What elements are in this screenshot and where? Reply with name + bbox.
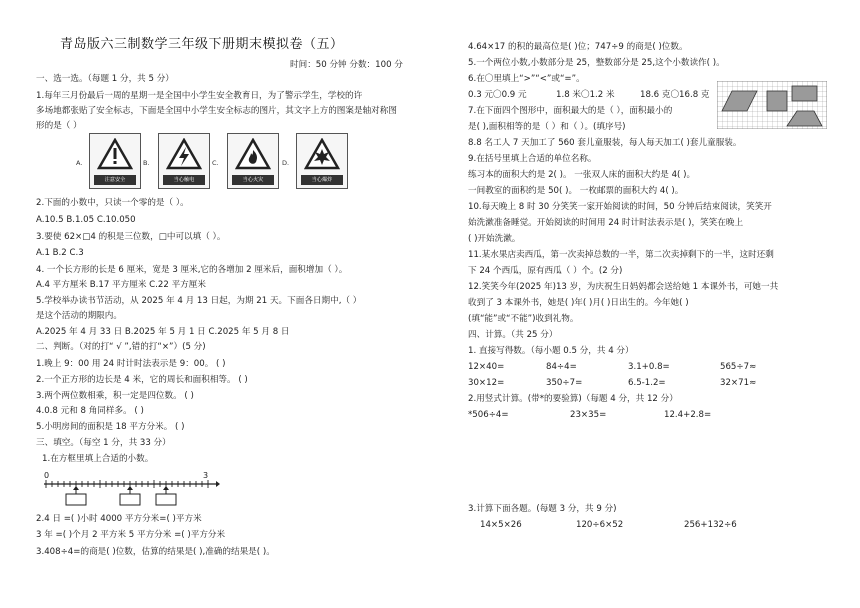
q3-options: A.1 B.2 C.3 [36, 248, 84, 258]
oral-calc-3: 3.1+0.8= [628, 362, 670, 372]
q3: 3.要使 62×□4 的积是三位数，□中可以填（ ）。 [36, 232, 226, 242]
sign-c-letter: C. [212, 159, 219, 167]
oral-calc-4: 565÷7≈ [720, 362, 757, 372]
compare-item-2: 1.8 米〇1.2 米 [556, 90, 615, 100]
fill-q12-line2: 收到了 3 本课外书，她是( )年( )月( )日出生的。今年她( ) [468, 298, 689, 308]
fill-q7-line2: 是( ),面积相等的是（ ）和（ ）。(填序号) [468, 122, 626, 132]
fill-q10-line1: 10.每天晚上 8 时 30 分笑笑一家开始阅读的时间，50 分钟后结束阅读，笑笑开 [468, 202, 772, 212]
q5-line2: 是这个活动的期限内。 [36, 311, 122, 321]
q2-options: A.10.5 B.1.05 C.10.050 [36, 215, 136, 225]
numline-start-label: 0 [44, 471, 50, 480]
sign-explosion-caption: 当心爆炸 [301, 175, 343, 185]
explosion-icon [304, 138, 340, 170]
fill-q6: 6.在〇里填上“>”“<”或“=”。 [468, 74, 585, 84]
page-title: 青岛版六三制数学三年级下册期末模拟卷（五） [60, 37, 344, 52]
sign-explosion [296, 133, 348, 189]
fill-q8: 8.8 名工人 7 天加工了 560 套儿童服装，每人每天加工( )套儿童服装。 [468, 138, 742, 148]
numline-answer-box-1[interactable] [66, 486, 86, 505]
section1-heading: 一、选一选。（每题 1 分，共 5 分） [36, 74, 174, 84]
mixed-calc-2: 120÷6×52 [576, 520, 624, 530]
sign-a-letter: A. [76, 159, 83, 167]
section4-heading: 四、计算。（共 25 分） [468, 330, 558, 340]
fill-q10-line2: 始洗漱准备睡觉。开始阅读的时间用 24 时计时法表示是( )，笑笑在晚上 [468, 218, 744, 228]
calc-p1-heading: 1. 直接写得数。（每小题 0.5 分，共 4 分） [468, 346, 634, 356]
section3-heading: 三、填空。（每空 1 分，共 33 分） [36, 438, 171, 448]
judge-item-3: 3.两个两位数相乘，积一定是四位数。 ( ) [36, 391, 194, 401]
judge-item-5: 5.小明房间的面积是 18 平方分米。 ( ) [36, 422, 185, 432]
q5-options: A.2025 年 4 月 33 日 B.2025 年 5 月 1 日 C.2025 年 5 月 8 日 [36, 327, 290, 337]
fill-q2-line2: 3 年 =( )个月 2 平方米 5 平方分米 =( )平方分米 [36, 530, 226, 540]
fill-q10-line3: ( )开始洗漱。 [468, 234, 521, 244]
sign-b-letter: B. [143, 159, 150, 167]
fill-q5: 5.一个两位小数,小数部分是 25，整数部分是 25,这个小数读作( )。 [468, 58, 725, 68]
oral-calc-5: 30×12= [468, 378, 505, 388]
section2-heading: 二、判断。（对的打“ √ ”,错的打“×”）(5 分) [36, 342, 206, 352]
sign-attention-caption: 注意安全 [94, 175, 136, 185]
q5-line1: 5.学校举办读书节活动，从 2025 年 4 月 13 日起，为期 21 天。下面各日期中,（ ） [36, 296, 362, 306]
fill-q12-line1: 12.笑笑今年(2025 年)13 岁，为庆祝生日妈妈都会送给她 1 本课外书，可她一共 [468, 282, 779, 292]
q4-options: A.4 平方厘米 B.17 平方厘米 C.22 平方厘米 [36, 280, 206, 290]
fill-q9: 9.在括号里填上合适的单位名称。 [468, 154, 597, 164]
warning-triangle-icon [97, 138, 133, 170]
compare-item-1: 0.3 元〇0.9 元 [468, 90, 527, 100]
q4: 4. 一个长方形的长是 6 厘米，宽是 3 厘米,它的各增加 2 厘米后，面积增加（ ）。 [36, 265, 348, 275]
fill-q2-line1: 2.4 日 =( )小时 4000 平方分米=( )平方米 [36, 514, 202, 524]
oral-calc-8: 32×71≈ [720, 378, 757, 388]
oral-calc-6: 350÷7= [546, 378, 583, 388]
number-line [40, 468, 220, 508]
fill-q9-line1: 练习本的面积大约是 2( )。 一张双人床的面积大约是 4( )。 [468, 170, 696, 180]
sign-electric-caption: 当心触电 [163, 175, 205, 185]
numline-answer-box-2[interactable] [120, 486, 140, 505]
electric-shock-icon [166, 138, 202, 170]
calc-p2-heading: 2.用竖式计算。(带*的要验算)（每题 4 分，共 12 分） [468, 394, 678, 404]
sign-fire-caption: 当心火灾 [232, 175, 274, 185]
vertical-calc-1: *506÷4= [468, 410, 509, 420]
oral-calc-2: 84÷4= [546, 362, 577, 372]
compare-item-3: 18.6 克〇16.8 克 [640, 90, 710, 100]
shape-rectangle [792, 86, 817, 101]
vertical-calc-3: 12.4+2.8= [664, 410, 712, 420]
q1-line1: 1.每年三月份最后一周的星期一是全国中小学生安全教育日，为了警示学生，学校的许 [36, 91, 363, 101]
judge-item-2: 2.一个正方形的边长是 4 米，它的周长和面积相等。 ( ) [36, 375, 248, 385]
q1-line2: 多场地都张贴了安全标志，下面是全国中小学生安全标志的图片，其文字上方的图案是轴对称图 [36, 106, 397, 116]
q1-line3: 形的是（ ） [36, 121, 82, 131]
numline-arrow [216, 481, 220, 487]
numline-end-label: 3 [203, 471, 209, 480]
fill-q12-line3: (填“能”或“不能”)收到礼物。 [468, 314, 579, 324]
safety-signs [76, 131, 396, 193]
area-grid-figure [717, 81, 827, 129]
fill-q7-line1: 7.在下面四个图形中，面积最大的是（ ），面积最小的 [468, 106, 673, 116]
oral-calc-7: 6.5-1.2= [628, 378, 666, 388]
fill-q4: 4.64×17 的积的最高位是( )位；747÷9 的商是( )位数。 [468, 42, 688, 52]
shape-square [767, 91, 787, 111]
sign-d-letter: D. [282, 159, 290, 167]
fill-q9-line2: 一间教室的面积约是 50( )。 一枚邮票的面积大约 4( )。 [468, 186, 684, 196]
mixed-calc-3: 256+132÷6 [684, 520, 737, 530]
vertical-calc-2: 23×35= [570, 410, 607, 420]
judge-item-1: 1.晚上 9：00 用 24 时计时法表示是 9：00。 ( ) [36, 359, 226, 369]
judge-item-4: 4.0.8 元和 8 角同样多。 ( ) [36, 406, 144, 416]
oral-calc-1: 12×40= [468, 362, 505, 372]
numline-answer-box-3[interactable] [156, 486, 176, 505]
calc-p3-heading: 3.计算下面各题。(每题 3 分，共 9 分) [468, 504, 617, 514]
sign-attention [89, 133, 141, 189]
sign-fire [227, 133, 279, 189]
fill-q1: 1.在方框里填上合适的小数。 [42, 454, 154, 464]
mixed-calc-1: 14×5×26 [480, 520, 522, 530]
q2: 2.下面的小数中，只读一个零的是（ ）。 [36, 198, 189, 208]
fill-q11-line2: 下 24 个西瓜，原有西瓜（ ）个。(2 分) [468, 266, 623, 276]
fill-q11-line1: 11.某水果店卖西瓜，第一次卖掉总数的一半，第二次卖掉剩下的一半，这时还剩 [468, 250, 774, 260]
exam-meta: 时间：50 分钟 分数：100 分 [290, 60, 403, 70]
fire-icon [235, 138, 271, 170]
fill-q3: 3.408÷4=的商是( )位数，估算的结果是( ),准确的结果是( )。 [36, 547, 275, 557]
sign-electric [158, 133, 210, 189]
